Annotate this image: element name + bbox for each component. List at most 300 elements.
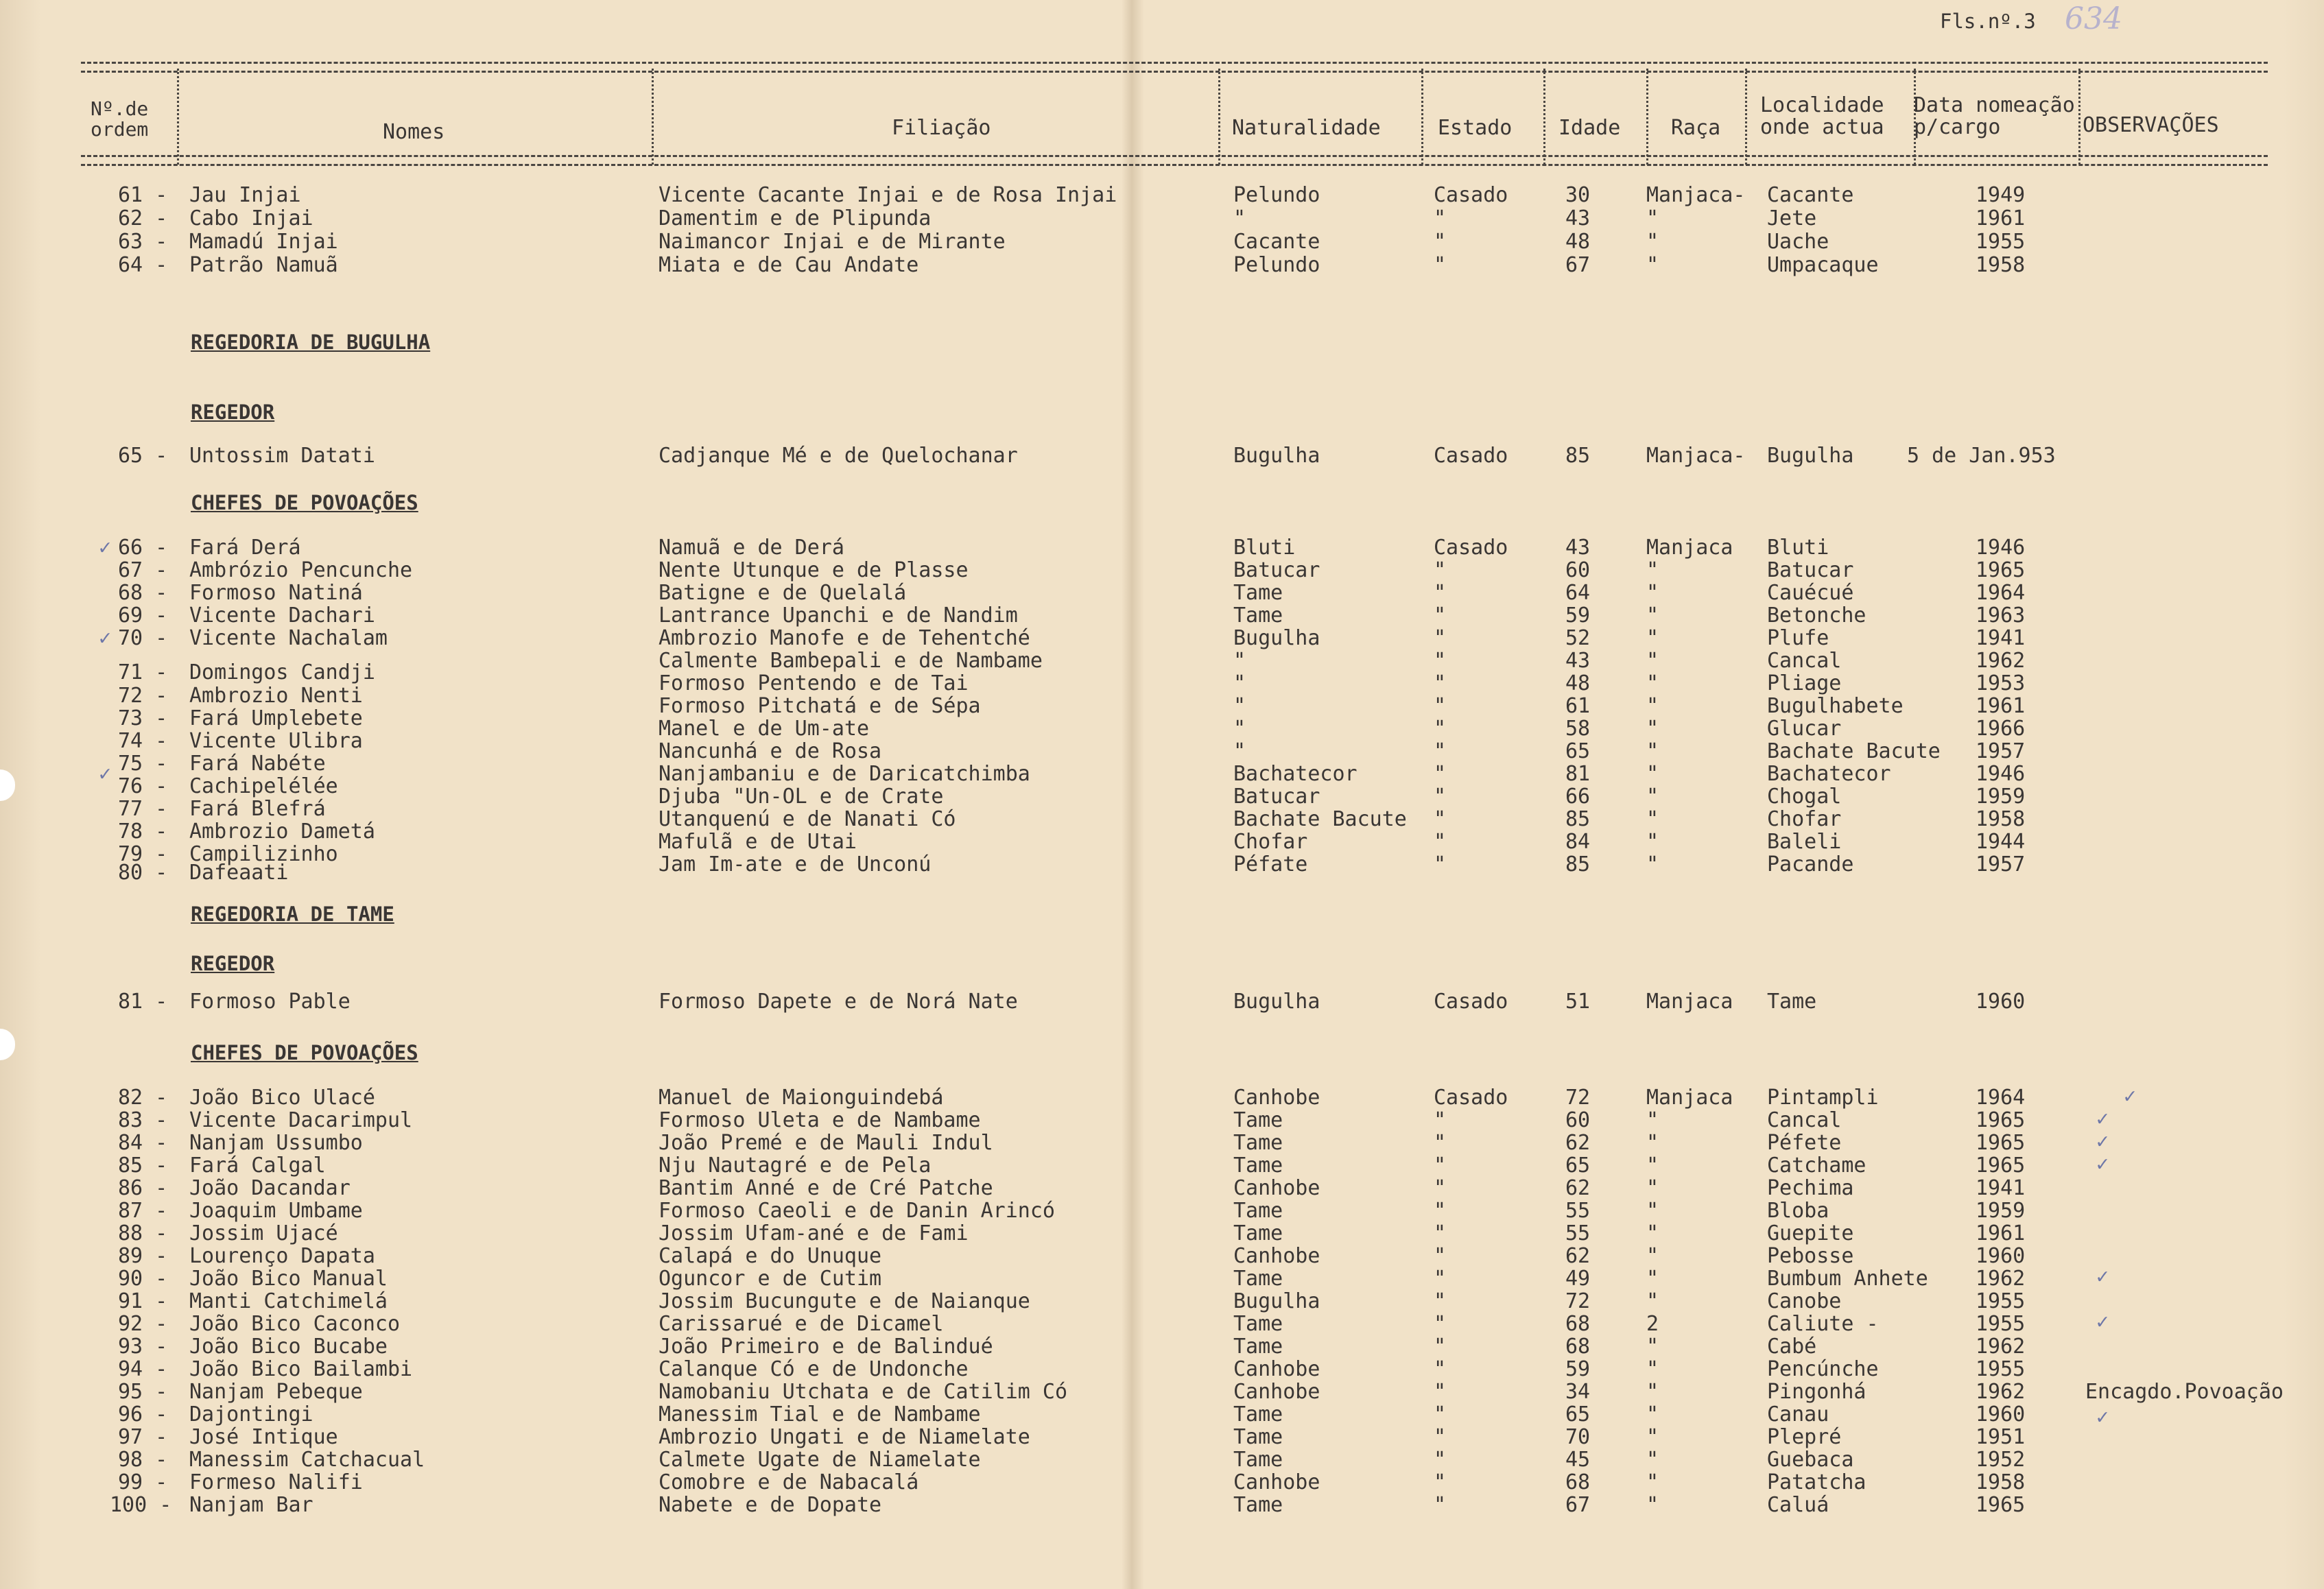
- cell-no: 99 -: [118, 1470, 168, 1494]
- cell-filiacao: Lantrance Upanchi e de Nandim: [659, 604, 1018, 628]
- cell-name: Formoso Pable: [189, 990, 351, 1014]
- cell-filiacao: Jossim Ufam-ané e de Fami: [659, 1221, 969, 1245]
- cell-localidade: Cauécué: [1767, 581, 1854, 605]
- cell-data: 1941: [1976, 1176, 2026, 1200]
- cell-name: Vicente Dachari: [189, 604, 375, 628]
- cell-filiacao: Mafulã e de Utai: [659, 830, 857, 854]
- column-separator: [2078, 69, 2080, 165]
- cell-raca: ": [1646, 739, 1659, 763]
- cell-idade: 30: [1565, 183, 1591, 207]
- cell-naturalidade: Tame: [1233, 1448, 1283, 1472]
- cell-raca: Manjaca: [1646, 1086, 1733, 1110]
- cell-filiacao: Utanquenú e de Nanati Có: [659, 807, 956, 831]
- column-separator: [1421, 69, 1423, 165]
- cell-no: 62 -: [118, 206, 168, 230]
- cell-data: 1962: [1976, 1380, 2026, 1404]
- cell-name: Untossim Datati: [189, 444, 375, 468]
- cell-idade: 51: [1565, 990, 1591, 1014]
- cell-estado: ": [1434, 717, 1447, 741]
- cell-idade: 45: [1565, 1448, 1591, 1472]
- cell-filiacao: João Premé e de Mauli Indul: [659, 1131, 993, 1155]
- cell-idade: 48: [1565, 230, 1591, 254]
- cell-naturalidade: Péfate: [1233, 852, 1308, 876]
- cell-filiacao: Manuel de Maionguindebá: [659, 1086, 944, 1110]
- cell-no: 98 -: [118, 1448, 168, 1472]
- cell-naturalidade: Bachate Bacute: [1233, 807, 1407, 831]
- section-heading: REGEDORIA DE TAME: [191, 903, 394, 926]
- cell-no: 95 -: [118, 1380, 168, 1404]
- cell-estado: ": [1434, 852, 1447, 876]
- cell-idade: 65: [1565, 739, 1591, 763]
- cell-name: Ambrozio Dametá: [189, 820, 375, 844]
- cell-naturalidade: Tame: [1233, 1154, 1283, 1178]
- cell-estado: ": [1434, 1357, 1447, 1381]
- column-separator: [1218, 69, 1220, 165]
- cell-no: 87 -: [118, 1199, 168, 1223]
- cell-no: 80 -: [118, 861, 168, 885]
- cell-name: Nanjam Pebeque: [189, 1380, 363, 1404]
- cell-data: 1941: [1976, 626, 2026, 650]
- cell-idade: 34: [1565, 1380, 1591, 1404]
- cell-estado: ": [1434, 626, 1447, 650]
- cell-raca: ": [1646, 1425, 1659, 1449]
- cell-raca: ": [1646, 558, 1659, 582]
- header-rule-bottom: [81, 155, 2268, 166]
- cell-filiacao: Jam Im-ate e de Unconú: [659, 852, 932, 876]
- cell-idade: 68: [1565, 1470, 1591, 1494]
- cell-filiacao: Batigne e de Quelalá: [659, 581, 907, 605]
- cell-localidade: Plepré: [1767, 1425, 1842, 1449]
- cell-idade: 61: [1565, 694, 1591, 718]
- cell-name: Fará Calgal: [189, 1154, 326, 1178]
- cell-localidade: Caluá: [1767, 1493, 1829, 1517]
- cell-naturalidade: Tame: [1233, 1108, 1283, 1132]
- cell-naturalidade: Bugulha: [1233, 626, 1320, 650]
- cell-name: João Bico Manual: [189, 1267, 388, 1291]
- cell-localidade: Catchame: [1767, 1154, 1866, 1178]
- cell-naturalidade: Tame: [1233, 604, 1283, 628]
- cell-no: 72 -: [118, 684, 168, 708]
- cell-idade: 59: [1565, 604, 1591, 628]
- cell-name: Formeso Nalifi: [189, 1470, 363, 1494]
- cell-data: 1959: [1976, 785, 2026, 809]
- cell-estado: ": [1434, 1493, 1447, 1517]
- cell-filiacao: Nente Utunque e de Plasse: [659, 558, 969, 582]
- cell-estado: ": [1434, 1312, 1447, 1336]
- cell-raca: ": [1646, 1335, 1659, 1359]
- cell-naturalidade: Batucar: [1233, 785, 1320, 809]
- cell-data: 1964: [1976, 581, 2026, 605]
- cell-estado: ": [1434, 1380, 1447, 1404]
- cell-naturalidade: Pelundo: [1233, 183, 1320, 207]
- cell-no: 76 -: [118, 774, 168, 798]
- cell-naturalidade: Pelundo: [1233, 253, 1320, 277]
- cell-name: Lourenço Dapata: [189, 1244, 375, 1268]
- section-heading: REGEDOR: [191, 952, 275, 975]
- cell-filiacao: Vicente Cacante Injai e de Rosa Injai: [659, 183, 1117, 207]
- cell-no: 88 -: [118, 1221, 168, 1245]
- cell-localidade: Caliute -: [1767, 1312, 1879, 1336]
- cell-raca: ": [1646, 830, 1659, 854]
- cell-data: 5 de Jan.953: [1907, 444, 2056, 468]
- cell-raca: ": [1646, 694, 1659, 718]
- cell-idade: 72: [1565, 1086, 1591, 1110]
- cell-data: 1946: [1976, 762, 2026, 786]
- cell-filiacao: Oguncor e de Cutim: [659, 1267, 882, 1291]
- cell-localidade: Plufe: [1767, 626, 1829, 650]
- cell-name: Domingos Candji: [189, 660, 375, 684]
- cell-estado: Casado: [1434, 990, 1508, 1014]
- cell-data: 1955: [1976, 1289, 2026, 1313]
- cell-data: 1966: [1976, 717, 2026, 741]
- cell-estado: ": [1434, 1335, 1447, 1359]
- cell-raca: ": [1646, 253, 1659, 277]
- cell-raca: Manjaca: [1646, 536, 1733, 560]
- checkmark-icon: ✓: [99, 762, 112, 786]
- cell-name: Ambrózio Pencunche: [189, 558, 413, 582]
- cell-raca: ": [1646, 807, 1659, 831]
- checkmark-icon: ✓: [2096, 1107, 2109, 1131]
- cell-localidade: Pencúnche: [1767, 1357, 1879, 1381]
- cell-idade: 59: [1565, 1357, 1591, 1381]
- cell-localidade: Umpacaque: [1767, 253, 1879, 277]
- cell-localidade: Pintampli: [1767, 1086, 1879, 1110]
- column-separator: [1543, 69, 1545, 165]
- cell-idade: 81: [1565, 762, 1591, 786]
- cell-filiacao: Calanque Có e de Undonche: [659, 1357, 969, 1381]
- cell-raca: ": [1646, 1448, 1659, 1472]
- cell-naturalidade: Cacante: [1233, 230, 1320, 254]
- cell-estado: ": [1434, 807, 1447, 831]
- column-separator: [652, 69, 654, 165]
- column-separator: [1745, 69, 1747, 165]
- cell-raca: ": [1646, 1380, 1659, 1404]
- cell-data: 1955: [1976, 1357, 2026, 1381]
- cell-naturalidade: Bachatecor: [1233, 762, 1357, 786]
- cell-data: 1952: [1976, 1448, 2026, 1472]
- cell-data: 1962: [1976, 649, 2026, 673]
- cell-name: Ambrozio Nenti: [189, 684, 363, 708]
- cell-idade: 60: [1565, 1108, 1591, 1132]
- cell-data: 1964: [1976, 1086, 2026, 1110]
- cell-name: Manessim Catchacual: [189, 1448, 425, 1472]
- cell-naturalidade: ": [1233, 717, 1246, 741]
- cell-data: 1963: [1976, 604, 2026, 628]
- cell-localidade: Guebaca: [1767, 1448, 1854, 1472]
- cell-raca: ": [1646, 1221, 1659, 1245]
- cell-data: 1960: [1976, 1402, 2026, 1426]
- section-heading: REGEDORIA DE BUGULHA: [191, 331, 431, 354]
- cell-filiacao: Miata e de Cau Andate: [659, 253, 919, 277]
- cell-no: 70 -: [118, 626, 168, 650]
- cell-localidade: Pebosse: [1767, 1244, 1854, 1268]
- cell-estado: ": [1434, 1425, 1447, 1449]
- checkmark-icon: ✓: [2096, 1130, 2109, 1154]
- cell-idade: 64: [1565, 581, 1591, 605]
- cell-naturalidade: Canhobe: [1233, 1380, 1320, 1404]
- cell-raca: ": [1646, 1267, 1659, 1291]
- cell-localidade: Betonche: [1767, 604, 1866, 628]
- cell-idade: 85: [1565, 444, 1591, 468]
- cell-localidade: Bumbum Anhete: [1767, 1267, 1928, 1291]
- cell-naturalidade: Chofar: [1233, 830, 1308, 854]
- cell-filiacao: Formoso Caeoli e de Danin Arincó: [659, 1199, 1055, 1223]
- cell-idade: 43: [1565, 536, 1591, 560]
- cell-data: 1957: [1976, 739, 2026, 763]
- cell-idade: 62: [1565, 1176, 1591, 1200]
- cell-filiacao: Formoso Dapete e de Norá Nate: [659, 990, 1018, 1014]
- cell-name: Vicente Ulibra: [189, 729, 363, 753]
- cell-filiacao: Manessim Tial e de Nambame: [659, 1402, 981, 1426]
- cell-localidade: Tame: [1767, 990, 1817, 1014]
- checkmark-icon: ✓: [99, 626, 112, 650]
- checkmark-icon: ✓: [2096, 1310, 2109, 1334]
- cell-filiacao: Calmente Bambepali e de Nambame: [659, 649, 1043, 673]
- cell-data: 1958: [1976, 253, 2026, 277]
- cell-no: 96 -: [118, 1402, 168, 1426]
- cell-naturalidade: Tame: [1233, 1402, 1283, 1426]
- cell-estado: ": [1434, 1448, 1447, 1472]
- cell-idade: 72: [1565, 1289, 1591, 1313]
- cell-estado: ": [1434, 558, 1447, 582]
- cell-data: 1953: [1976, 671, 2026, 695]
- cell-raca: ": [1646, 762, 1659, 786]
- cell-naturalidade: Tame: [1233, 1425, 1283, 1449]
- cell-localidade: Batucar: [1767, 558, 1854, 582]
- cell-name: Cachipelélée: [189, 774, 338, 798]
- cell-name: João Dacandar: [189, 1176, 351, 1200]
- cell-name: Manti Catchimelá: [189, 1289, 388, 1313]
- cell-name: Dajontingi: [189, 1402, 313, 1426]
- cell-filiacao: Formoso Uleta e de Nambame: [659, 1108, 981, 1132]
- cell-filiacao: Naimancor Injai e de Mirante: [659, 230, 1006, 254]
- cell-filiacao: Manel e de Um-ate: [659, 717, 870, 741]
- cell-naturalidade: ": [1233, 694, 1246, 718]
- section-heading: REGEDOR: [191, 401, 275, 424]
- cell-filiacao: Comobre e de Nabacalá: [659, 1470, 919, 1494]
- checkmark-icon: ✓: [2096, 1152, 2109, 1176]
- cell-localidade: Jete: [1767, 206, 1817, 230]
- cell-estado: ": [1434, 604, 1447, 628]
- cell-naturalidade: ": [1233, 206, 1246, 230]
- cell-name: Fará Derá: [189, 536, 301, 560]
- cell-estado: ": [1434, 671, 1447, 695]
- checkmark-icon: ✓: [2124, 1084, 2137, 1108]
- cell-localidade: Cancal: [1767, 1108, 1842, 1132]
- header-localidade: Localidade onde actua: [1760, 93, 1884, 139]
- cell-data: 1965: [1976, 1493, 2026, 1517]
- cell-localidade: Pacande: [1767, 852, 1854, 876]
- cell-data: 1962: [1976, 1267, 2026, 1291]
- cell-name: Formoso Natiná: [189, 581, 363, 605]
- cell-raca: ": [1646, 230, 1659, 254]
- cell-localidade: Cacante: [1767, 183, 1854, 207]
- cell-data: 1965: [1976, 558, 2026, 582]
- cell-raca: ": [1646, 604, 1659, 628]
- cell-idade: 68: [1565, 1335, 1591, 1359]
- cell-estado: ": [1434, 1244, 1447, 1268]
- cell-data: 1949: [1976, 183, 2026, 207]
- cell-idade: 70: [1565, 1425, 1591, 1449]
- cell-naturalidade: Bugulha: [1233, 444, 1320, 468]
- cell-name: Vicente Dacarimpul: [189, 1108, 413, 1132]
- cell-localidade: Bugulha: [1767, 444, 1854, 468]
- cell-no: 68 -: [118, 581, 168, 605]
- cell-no: 94 -: [118, 1357, 168, 1381]
- cell-idade: 68: [1565, 1312, 1591, 1336]
- cell-data: 1955: [1976, 230, 2026, 254]
- cell-estado: ": [1434, 1289, 1447, 1313]
- cell-idade: 55: [1565, 1199, 1591, 1223]
- cell-no: 63 -: [118, 230, 168, 254]
- cell-localidade: Uache: [1767, 230, 1829, 254]
- column-separator: [177, 69, 179, 165]
- cell-data: 1961: [1976, 1221, 2026, 1245]
- cell-filiacao: Nabete e de Dopate: [659, 1493, 882, 1517]
- cell-naturalidade: Canhobe: [1233, 1176, 1320, 1200]
- cell-no: 78 -: [118, 820, 168, 844]
- cell-name: Campilizinho: [189, 842, 338, 866]
- cell-filiacao: Bantim Anné e de Cré Patche: [659, 1176, 993, 1200]
- cell-raca: ": [1646, 1154, 1659, 1178]
- cell-filiacao: Cadjanque Mé e de Quelochanar: [659, 444, 1018, 468]
- cell-idade: 43: [1565, 649, 1591, 673]
- cell-filiacao: Ambrozio Manofe e de Tehentché: [659, 626, 1030, 650]
- cell-idade: 65: [1565, 1402, 1591, 1426]
- cell-raca: ": [1646, 626, 1659, 650]
- cell-data: 1958: [1976, 807, 2026, 831]
- cell-raca: Manjaca: [1646, 990, 1733, 1014]
- cell-no: 86 -: [118, 1176, 168, 1200]
- header-idade: Idade: [1558, 116, 1621, 140]
- cell-idade: 62: [1565, 1131, 1591, 1155]
- cell-estado: Casado: [1434, 536, 1508, 560]
- cell-idade: 58: [1565, 717, 1591, 741]
- cell-observacoes: Encagdo.Povoação: [2085, 1380, 2284, 1404]
- cell-name: Patrão Namuã: [189, 253, 338, 277]
- cell-data: 1946: [1976, 536, 2026, 560]
- page-reference: Fls.nº.3: [1940, 10, 2036, 33]
- cell-localidade: Guepite: [1767, 1221, 1854, 1245]
- cell-localidade: Pingonhá: [1767, 1380, 1866, 1404]
- cell-raca: ": [1646, 1176, 1659, 1200]
- cell-estado: ": [1434, 1267, 1447, 1291]
- cell-estado: ": [1434, 1176, 1447, 1200]
- cell-estado: ": [1434, 1470, 1447, 1494]
- cell-filiacao: Nanjambaniu e de Daricatchimba: [659, 762, 1030, 786]
- cell-no: 65 -: [118, 444, 168, 468]
- cell-name: João Bico Bucabe: [189, 1335, 388, 1359]
- cell-no: 73 -: [118, 706, 168, 730]
- header-filiacao: Filiação: [892, 116, 991, 140]
- cell-idade: 85: [1565, 807, 1591, 831]
- cell-no: 90 -: [118, 1267, 168, 1291]
- cell-name: Mamadú Injai: [189, 230, 338, 254]
- cell-no: 64 -: [118, 253, 168, 277]
- cell-data: 1961: [1976, 694, 2026, 718]
- cell-name: Nanjam Bar: [189, 1493, 313, 1517]
- cell-localidade: Pliage: [1767, 671, 1842, 695]
- cell-naturalidade: Tame: [1233, 1131, 1283, 1155]
- cell-idade: 43: [1565, 206, 1591, 230]
- cell-estado: ": [1434, 581, 1447, 605]
- cell-name: João Bico Caconco: [189, 1312, 401, 1336]
- column-separator: [1646, 69, 1648, 165]
- cell-localidade: Pechima: [1767, 1176, 1854, 1200]
- cell-raca: ": [1646, 717, 1659, 741]
- cell-idade: 84: [1565, 830, 1591, 854]
- cell-filiacao: Damentim e de Plipunda: [659, 206, 932, 230]
- cell-filiacao: Ambrozio Ungati e de Niamelate: [659, 1425, 1030, 1449]
- cell-no: 74 -: [118, 729, 168, 753]
- cell-naturalidade: ": [1233, 671, 1246, 695]
- cell-raca: ": [1646, 1199, 1659, 1223]
- cell-raca: ": [1646, 206, 1659, 230]
- cell-naturalidade: ": [1233, 739, 1246, 763]
- cell-naturalidade: Canhobe: [1233, 1244, 1320, 1268]
- cell-data: 1957: [1976, 852, 2026, 876]
- cell-filiacao: Carissarué e de Dicamel: [659, 1312, 944, 1336]
- cell-raca: ": [1646, 671, 1659, 695]
- cell-naturalidade: Tame: [1233, 1335, 1283, 1359]
- cell-data: 1955: [1976, 1312, 2026, 1336]
- cell-filiacao: Formoso Pentendo e de Tai: [659, 671, 969, 695]
- cell-filiacao: Nju Nautagré e de Pela: [659, 1154, 932, 1178]
- cell-estado: ": [1434, 739, 1447, 763]
- cell-estado: ": [1434, 1154, 1447, 1178]
- cell-raca: ": [1646, 1289, 1659, 1313]
- cell-naturalidade: Canhobe: [1233, 1357, 1320, 1381]
- cell-filiacao: Jossim Bucungute e de Naianque: [659, 1289, 1030, 1313]
- cell-localidade: Bachatecor: [1767, 762, 1891, 786]
- cell-raca: ": [1646, 1493, 1659, 1517]
- cell-name: Joaquim Umbame: [189, 1199, 363, 1223]
- cell-name: Dafeaati: [189, 861, 289, 885]
- cell-raca: Manjaca-: [1646, 444, 1746, 468]
- header-observacoes: OBSERVAÇÕES: [2083, 113, 2219, 137]
- cell-name: João Bico Ulacé: [189, 1086, 375, 1110]
- section-heading: CHEFES DE POVOAÇÕES: [191, 491, 418, 514]
- cell-data: 1951: [1976, 1425, 2026, 1449]
- cell-naturalidade: Bugulha: [1233, 1289, 1320, 1313]
- cell-filiacao: Formoso Pitchatá e de Sépa: [659, 694, 981, 718]
- cell-localidade: Bluti: [1767, 536, 1829, 560]
- cell-idade: 62: [1565, 1244, 1591, 1268]
- cell-estado: ": [1434, 830, 1447, 854]
- cell-idade: 48: [1565, 671, 1591, 695]
- cell-no: 82 -: [118, 1086, 168, 1110]
- cell-raca: ": [1646, 1402, 1659, 1426]
- cell-raca: ": [1646, 1244, 1659, 1268]
- cell-idade: 85: [1565, 852, 1591, 876]
- cell-data: 1944: [1976, 830, 2026, 854]
- cell-no: 75 -: [118, 752, 168, 776]
- cell-filiacao: João Primeiro e de Balindué: [659, 1335, 993, 1359]
- cell-idade: 65: [1565, 1154, 1591, 1178]
- cell-no: 97 -: [118, 1425, 168, 1449]
- cell-idade: 55: [1565, 1221, 1591, 1245]
- cell-name: Fará Nabéte: [189, 752, 326, 776]
- cell-name: João Bico Bailambi: [189, 1357, 413, 1381]
- cell-no: 66 -: [118, 536, 168, 560]
- cell-raca: ": [1646, 1131, 1659, 1155]
- cell-idade: 49: [1565, 1267, 1591, 1291]
- cell-data: 1965: [1976, 1108, 2026, 1132]
- cell-localidade: Bugulhabete: [1767, 694, 1904, 718]
- cell-name: Jossim Ujacé: [189, 1221, 338, 1245]
- cell-no: 67 -: [118, 558, 168, 582]
- cell-estado: ": [1434, 785, 1447, 809]
